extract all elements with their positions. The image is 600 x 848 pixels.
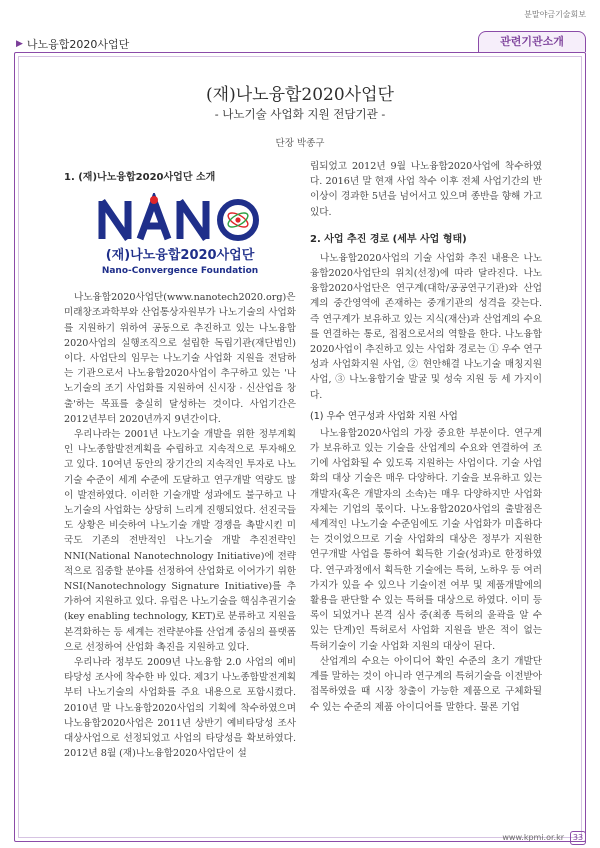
triangle-icon: ▶ [16, 39, 23, 49]
right-intro-paragraph: 립되었고 2012년 9월 나노융합2020사업에 착수하였다. 2016년 말 현재 사업 착수 이후 전체 사업기간의 반 이상이 경과한 5년을 넘어서고 있으며 종반을 향해 가고 있다. [310, 161, 542, 218]
category-tab: 관련기관소개 [478, 31, 586, 52]
left-column [64, 170, 296, 762]
subsection1-paragraph-1: 나노융합2020사업의 가장 중요한 부분이다. 연구계가 보유하고 있는 기술을 산업계의 수요와 연결하여 조기에 사업화될 수 있도록 지원하는 사업이다. 기술 사업화의 대상 기술은 매우 다양하다. 기술을 보유하고 있는 개발자(혹은 개발자의 소속)는 매우 다양하지만 사업화 자체는 기업의 몫이다. 나노융합2020사업의 출발점은 세계적인 나노기술 수준임에도 기술 사업화가 미흡하다는 것이었으므로 기술 사업화의 대상은 정부가 지원한 연구개발 사업을 통하여 획득한 기술(성과)로 한정하였다. 연구과정에서 획득한 기술에는 특허, 노하우 등 여러 가지가 있을 수 있으나 기술이전 여부 및 제품개발에의 활용을 판단할 수 있는 특허를 대상으로 하였다. 이미 등록이 되었거나 본격 심사 중(최종 특허의 윤곽을 알 수 있는 단계)인 특허로서 사업화 지원을 받은 적이 없는 특허기술이 기술 사업화 지원의 대상이 된다. [310, 427, 542, 652]
section2-heading: 2. 사업 추진 경로 (세부 사업 형태) [310, 233, 467, 245]
left-paragraph-1: 나노융합2020사업단(www.nanotech2020.org)은 미래창조과학부와 산업통상자원부가 나노기술의 사업화를 지원하기 위하여 공동으로 추진하고 있는 나노융합2020사업의 실행조직으로 설립한 독립기관(재단법인)이다. 사업단의 임무는 나노기술 사업화 지원을 전담하는 기관으로서 나노융합2020사업이 추구하고 있는 '나노기술의 조기 사업화를 지원하여 신시장 · 신산업을 창출'하는 목표를 충실히 달성하는 것이다. 사업기간은 2012년부터 2020년까지 9년간이다. [64, 292, 296, 425]
article-author: 단장 박종구 [275, 138, 325, 149]
subsection1-paragraph-2: 산업계의 수요는 아이디어 확인 수준의 초기 개발단계를 말하는 것이 아니라 연구계의 특허기술을 이전받아 접목하였을 때 시장 창출이 가능한 제품으로 구체화될 수 있는 수준의 제품 아이디어를 말한다. 물론 기업 [310, 655, 542, 713]
left-paragraph-3: 우리나라 정부도 2009년 나노융합 2.0 사업의 예비타당성 조사에 착수한 바 있다. 제3기 나노종합발전계획부터 나노기술의 사업화를 주요 내용으로 포함시켰다. 2010년 말 나노융합2020사업의 기획에 착수하였으며 나노융합2020사업은 2011년 상반기 예비타당성 조사 대상사업으로 선정되었고 사업의 타당성을 확보하였다. 2012년 8월 (재)나노융합2020사업단이 설 [64, 657, 296, 760]
logo-korean-name: (재)나노융합2020사업단 [105, 248, 255, 263]
journal-name: 분말야금기술회보 [524, 10, 586, 19]
logo-english-name: Nano-Convergence Foundation [101, 266, 259, 276]
section2-paragraph: 나노융합2020사업의 기술 사업화 추진 내용은 나노융합2020사업단의 위치(선정)에 따라 달라진다. 나노융합2020사업단은 연구계(대학/공공연구기관)와 산업계의 중간영역에 존재하는 중개기관의 성격을 갖는다. 즉 연구계가 보유하고 있는 지식(재산)과 산업계의 수요를 연결하는 통로, 접점으로서의 역할을 한다. 나노융합2020사업이 추진하고 있는 사업화 경로는 ① 우수 연구성과 사업화지원 사업, ② 현안해결 나노기술 매칭지원 사업, ③ 나노융합기술 발굴 및 성숙 지원 등 세 가지이다. [310, 252, 542, 401]
section-label-text: 나노융합2020사업단 [26, 38, 130, 51]
subsection1-heading: (1) 우수 연구성과 사업화 지원 사업 [310, 410, 458, 422]
page-number: 33 [570, 831, 586, 845]
nano-logo [64, 193, 296, 279]
section-label [16, 36, 129, 52]
section1-heading: 1. (재)나노융합2020사업단 소개 [64, 172, 216, 183]
footer-url: www.kpmi.or.kr [502, 833, 564, 842]
left-paragraph-2: 우리나라는 2001년 나노기술 개발을 위한 정부계획인 나노종합발전계획을 수립하고 지속적으로 투자해오고 있다. 10여년 동안의 장기간의 지속적인 투자로 나노기술 수준이 세계 수준에 도달하고 연구개발 역량도 많이 발전하였다. 이러한 기술개발 성과에도 불구하고 나노기술의 사업화는 상당히 느리게 진행되었다. 선진국들도 상황은 비슷하여 나노기술 개발 경쟁을 촉발시킨 미국도 기존의 전반적인 나노기술 개발 추진전략인 NNI(National Nanotechnology Initiative)에 전략적으로 집중할 분야를 선정하여 산업화로 이어가기 위한 NSI(Nanotechnology Signature Initiative)를 추가하여 지원하고 있다. 유럽은 나노기술을 핵심추권기술(key enabling technology, KET)로 분류하고 지원을 본격화하는 등 세계는 전략분야를 산업계 중심의 플랫폼으로 선정하여 산업화 촉진을 지원하고 있다. [64, 429, 296, 653]
right-column [310, 159, 542, 715]
article-subtitle: - 나노기술 사업화 지원 전담기관 - [214, 107, 386, 121]
logo-wordmark [102, 196, 256, 239]
article-title: (재)나노융합2020사업단 [206, 85, 394, 105]
